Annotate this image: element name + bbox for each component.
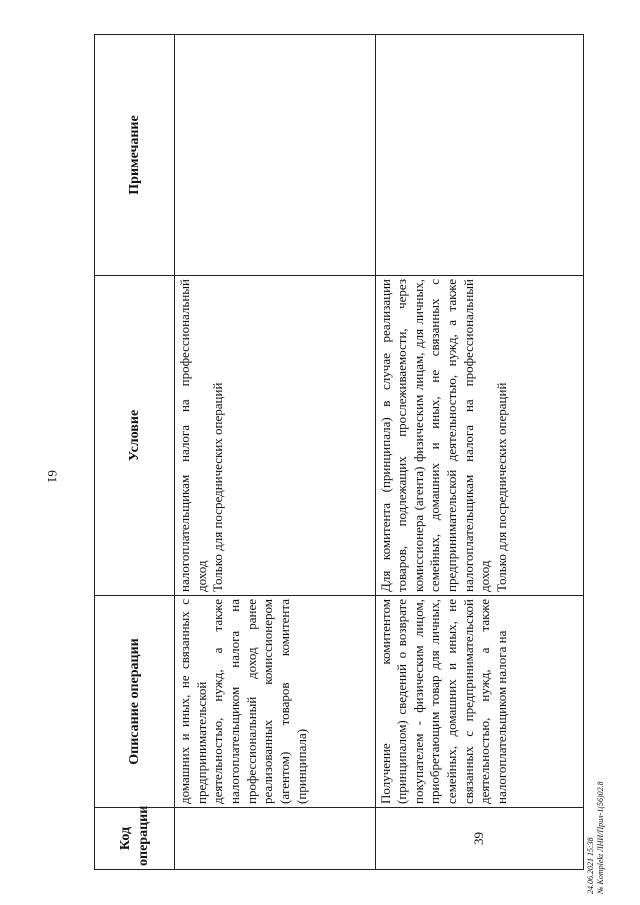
row-code: 39 [375, 808, 583, 870]
document-stamp [586, 781, 605, 894]
condition-note: Только для посреднических операций [210, 382, 226, 592]
row-condition [375, 276, 583, 596]
header-description: Описание операции [95, 596, 175, 808]
row-note [175, 35, 375, 276]
table-header-row [95, 35, 175, 870]
condition-text: налогоплательщикам налога на профессиональный доход [177, 279, 209, 592]
stamp-date: 24.06.2021 15:38 [586, 837, 595, 894]
row-code [175, 808, 375, 870]
rotated-table-container [94, 35, 584, 870]
page-number: 61 [45, 470, 60, 483]
header-condition: Условие [95, 276, 175, 596]
stamp-ref: № Komplekt ЛНИ/Прил-1(56)02.8 [595, 781, 605, 894]
condition-text: Для комитента (принципала) в случае реализации товаров, подлежащих прослеживаемости, через комиссионера (агента) физическим лицам, для личных, семейных, домашних и иных, не связанных с предпринимательской деятельностью, нужд, а также налогоплательщикам налога на профессиональный доход [377, 279, 493, 592]
row-condition [175, 276, 375, 596]
row-note [375, 35, 583, 276]
table-row [375, 35, 583, 870]
row-description: домашних и иных, не связанных с предпринимательской деятельностью, нужд, а также налогоплательщиком налога на профессиональный доход ранее реализованных комиссионером (агентом) товаров комитента (принципала) [175, 596, 375, 808]
row-description: Получение комитентом (принципалом) сведений о возврате покупателем - физическим лицом, приобретающим товар для личных, семейных, домашних и иных, не связанных с предпринимательской деятельностью, нужд, а также налогоплательщиком налога на [375, 596, 583, 808]
condition-note: Только для посреднических операций [493, 382, 509, 592]
table-row [175, 35, 375, 870]
header-note: Примечание [95, 35, 175, 276]
header-code: Код операции [95, 808, 175, 870]
operations-table [94, 34, 584, 870]
